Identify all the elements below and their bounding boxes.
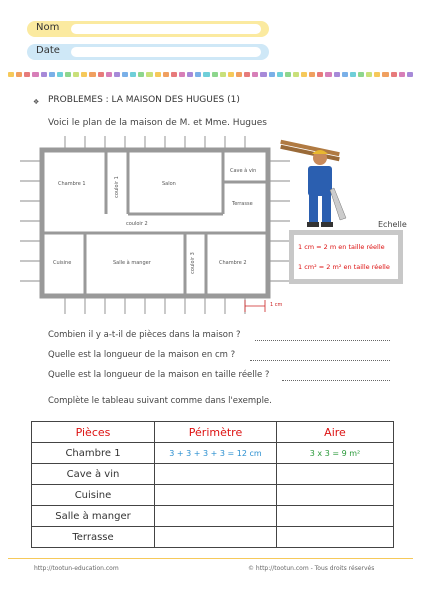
table-row [32, 506, 394, 527]
stripe-segment [24, 72, 30, 77]
cell-perimeter: 3 + 3 + 3 + 3 = 12 cm [155, 443, 277, 464]
room-couloir3: couloir 3 [189, 252, 196, 274]
header-perimetre: Périmètre [155, 422, 277, 443]
stripe-segment [212, 72, 218, 77]
room-cuisine: Cuisine [53, 260, 72, 266]
page-title: PROBLEMES : LA MAISON DES HUGUES (1) [48, 95, 240, 105]
stripe-segment [342, 72, 348, 77]
table-row [32, 527, 394, 548]
answer-line-3[interactable] [282, 379, 390, 381]
question-3: Quelle est la longueur de la maison en taille réelle ? [48, 370, 270, 380]
stripe-segment [350, 72, 356, 77]
cell-room: Cuisine [32, 485, 155, 506]
stripe-segment [301, 72, 307, 77]
stripe-segment [399, 72, 405, 77]
cell-area[interactable] [277, 485, 394, 506]
stripe-segment [407, 72, 413, 77]
cell-room: Salle à manger [32, 506, 155, 527]
cell-perimeter[interactable] [155, 506, 277, 527]
room-chambre1: Chambre 1 [58, 181, 86, 187]
scale-box [289, 230, 403, 284]
header-aire: Aire [277, 422, 394, 443]
footer-divider [8, 558, 413, 559]
cell-area[interactable] [277, 464, 394, 485]
footer-left-link[interactable]: http://tootun-education.com [34, 565, 119, 572]
room-terrasse: Terrasse [232, 201, 253, 207]
stripe-segment [146, 72, 152, 77]
name-field[interactable] [71, 24, 261, 34]
room-salle: Salle à manger [113, 260, 151, 266]
stripe-segment [106, 72, 112, 77]
stripe-segment [41, 72, 47, 77]
stripe-segment [203, 72, 209, 77]
table-row [32, 464, 394, 485]
stripe-segment [163, 72, 169, 77]
stripe-segment [277, 72, 283, 77]
stripe-segment [130, 72, 136, 77]
cell-perimeter[interactable] [155, 464, 277, 485]
stripe-segment [220, 72, 226, 77]
stripe-segment [179, 72, 185, 77]
stripe-segment [358, 72, 364, 77]
color-stripe [8, 72, 413, 77]
cell-room: Terrasse [32, 527, 155, 548]
stripe-segment [32, 72, 38, 77]
table-row [32, 443, 394, 464]
stripe-segment [382, 72, 388, 77]
cell-room: Chambre 1 [32, 443, 155, 464]
room-couloir2: couloir 2 [126, 221, 148, 227]
intro-text: Voici le plan de la maison de M. et Mme. Hugues [48, 118, 267, 128]
stripe-segment [366, 72, 372, 77]
footer-right-text: © http://tootun.com - Tous droits réservés [248, 565, 375, 572]
stripe-segment [252, 72, 258, 77]
room-cave: Cave à vin [230, 168, 257, 174]
cell-perimeter[interactable] [155, 485, 277, 506]
cell-room: Cave à vin [32, 464, 155, 485]
stripe-segment [122, 72, 128, 77]
stripe-segment [228, 72, 234, 77]
question-1: Combien il y a-t-il de pièces dans la maison ? [48, 330, 241, 340]
stripe-segment [187, 72, 193, 77]
date-field[interactable] [71, 47, 261, 57]
stripe-segment [138, 72, 144, 77]
stripe-segment [391, 72, 397, 77]
scale-unit-label: 1 cm [270, 302, 283, 308]
name-label: Nom [36, 22, 60, 33]
stripe-segment [98, 72, 104, 77]
instruction-text: Complète le tableau suivant comme dans l'exemple. [48, 396, 272, 406]
scale-title: Echelle [378, 220, 407, 229]
rooms-table [31, 421, 394, 548]
stripe-segment [65, 72, 71, 77]
question-2: Quelle est la longueur de la maison en cm ? [48, 350, 236, 360]
stripe-segment [325, 72, 331, 77]
stripe-segment [334, 72, 340, 77]
stripe-segment [171, 72, 177, 77]
stripe-segment [293, 72, 299, 77]
date-label: Date [36, 45, 60, 56]
stripe-segment [49, 72, 55, 77]
bullet-icon: ❖ [33, 98, 40, 106]
answer-line-2[interactable] [250, 359, 390, 361]
stripe-segment [285, 72, 291, 77]
stripe-segment [57, 72, 63, 77]
house-plan [20, 136, 290, 316]
cell-area: 3 x 3 = 9 m² [277, 443, 394, 464]
name-field-container [27, 21, 269, 37]
worker-illustration [278, 138, 358, 238]
stripe-segment [16, 72, 22, 77]
answer-line-1[interactable] [255, 339, 390, 341]
room-chambre2: Chambre 2 [219, 260, 247, 266]
stripe-segment [81, 72, 87, 77]
stripe-segment [236, 72, 242, 77]
cell-area[interactable] [277, 506, 394, 527]
table-header-row [32, 422, 394, 443]
table-row [32, 485, 394, 506]
stripe-segment [73, 72, 79, 77]
stripe-segment [244, 72, 250, 77]
scale-line-1: 1 cm = 2 m en taille réelle [298, 243, 385, 251]
stripe-segment [89, 72, 95, 77]
plan-grid-ticks [20, 136, 290, 316]
date-field-container [27, 44, 269, 60]
stripe-segment [374, 72, 380, 77]
stripe-segment [317, 72, 323, 77]
stripe-segment [8, 72, 14, 77]
stripe-segment [260, 72, 266, 77]
header-pieces: Pièces [32, 422, 155, 443]
room-couloir1: couloir 1 [113, 176, 120, 198]
stripe-segment [195, 72, 201, 77]
stripe-segment [114, 72, 120, 77]
scale-line-2: 1 cm² = 2 m² en taille réelle [298, 263, 390, 271]
room-salon: Salon [162, 181, 176, 187]
stripe-segment [269, 72, 275, 77]
cell-perimeter[interactable] [155, 527, 277, 548]
cell-area[interactable] [277, 527, 394, 548]
stripe-segment [155, 72, 161, 77]
stripe-segment [309, 72, 315, 77]
